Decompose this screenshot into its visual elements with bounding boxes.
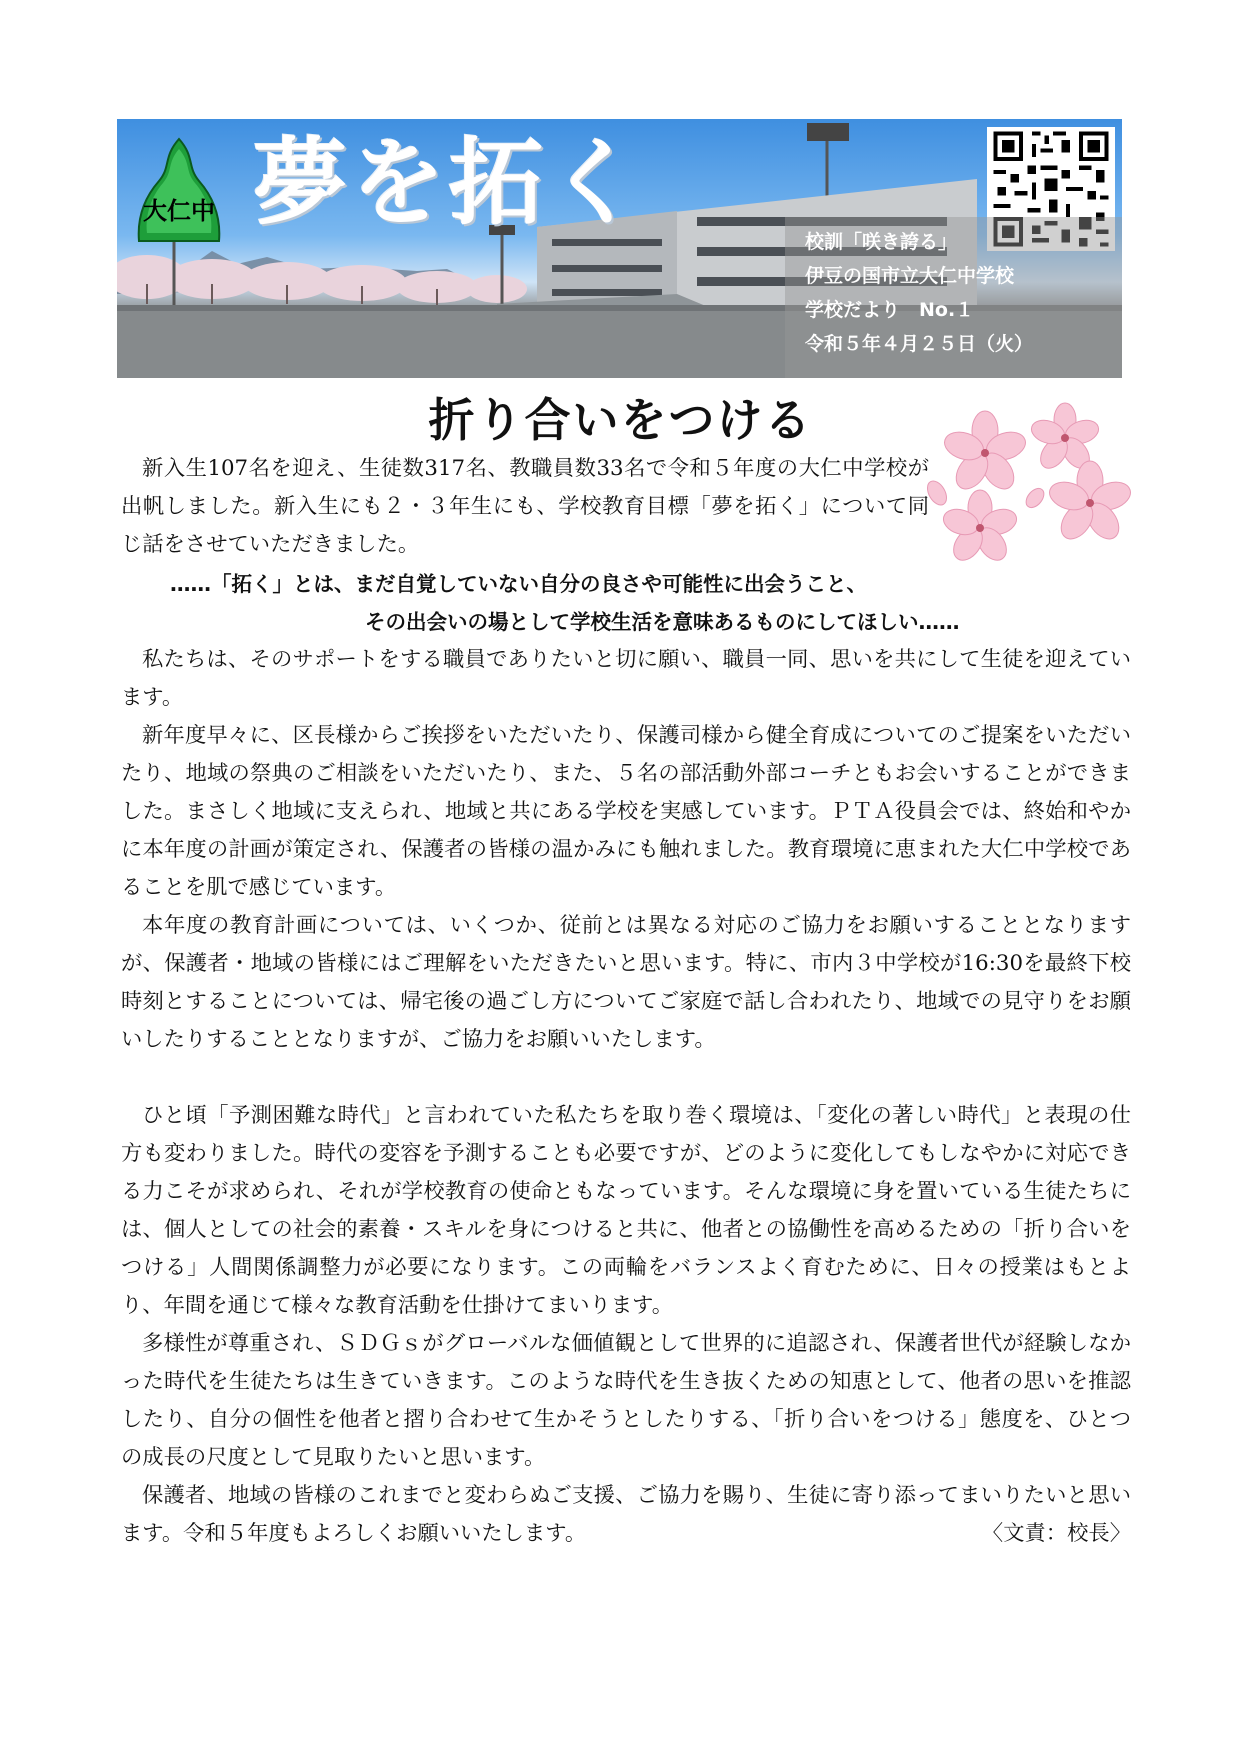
article-headline: 折り合いをつける [428, 393, 813, 447]
quote-line-1: ……「拓く」とは、まだ自覚していない自分の良さや可能性に出会うこと、 [170, 572, 867, 596]
masthead-banner [117, 119, 1122, 378]
closing-text: 保護者、地域の皆様のこれまでと変わらぬご支援、ご協力を賜り、生徒に寄り添ってまいりたいと思います。令和５年度もよろしくお願いいたします。 [121, 1483, 1131, 1546]
signature: 〈文責：校長〉 [981, 1521, 1131, 1546]
paragraph-education-plan: 本年度の教育計画については、いくつか、従前とは異なる対応のご協力をお願いすることとなりますが、保護者・地域の皆様にはご理解をいただきたいと思います。特に、市内３中学校が16:30を最終下校時刻とすることについては、帰宅後の過ごし方についてご家庭で話し合われたり、地域での見守りをお願いしたりすることとなりますが、ご協力をお願いいたします。 [121, 913, 1131, 1052]
quote-line-2: その出会いの場として学校生活を意味あるものにしてほしい…… [365, 610, 960, 634]
newsletter-title: 夢を拓く [253, 129, 646, 238]
issue-info-box [785, 217, 1122, 378]
paragraph-changing-times: ひと頃「予測困難な時代」と言われていた私たちを取り巻く環境は、「変化の著しい時代」と表現の仕方も変わりました。時代の変容を予測することも必要ですが、どのように変化してもしなやかに対応できる力こそが求められ、それが学校教育の使命ともなっています。そんな環境に身を置いている生徒たちには、個人としての社会的素養・スキルを身につけると共に、他者との協働性を高めるための「折り合いをつける」人間関係調整力が必要になります。この両輪をバランスよく育むために、日々の授業はもとより、年間を通じて様々な教育活動を仕掛けてまいります。 [121, 1103, 1131, 1318]
paragraph-community: 新年度早々に、区長様からご挨拶をいただいたり、保護司様から健全育成についてのご提案をいただいたり、地域の祭典のご相談をいただいたり、また、５名の部活動外部コーチともお会いすることができました。まさしく地域に支えられ、地域と共にある学校を実感しています。ＰＴＡ役員会では、終始和やかに本年度の計画が策定され、保護者の皆様の温かみにも触れました。教育環境に恵まれた大仁中学校であることを肌で感じています。 [121, 723, 1131, 900]
cherry-blossom-icon [925, 398, 1140, 573]
paragraph-closing [121, 1477, 1131, 1553]
paragraph-intro: 新入生107名を迎え、生徒数317名、教職員数33名で令和５年度の大仁中学校が出帆しました。新入生にも２・３年生にも、学校教育目標「夢を拓く」について同じ話をさせていただきました。 [121, 456, 929, 557]
school-name: 伊豆の国市立大仁中学校 [805, 265, 1015, 287]
issue-number: 学校だより No.１ [805, 299, 975, 321]
paragraph-diversity: 多様性が尊重され、ＳＤＧｓがグローバルな価値観として世界的に追認され、保護者世代が経験しなかった時代を生徒たちは生きていきます。このような時代を生き抜くための知恵として、他者の思いを推認したり、自分の個性を他者と摺り合わせて生かそうとしたりする、「折り合いをつける」態度を、ひとつの成長の尺度として見取りたいと思います。 [121, 1331, 1131, 1470]
svg-text:大仁中: 大仁中 [143, 197, 215, 225]
school-motto: 校訓「咲き誇る」 [805, 231, 958, 253]
issue-date: 令和５年４月２５日（火） [805, 333, 1034, 355]
paragraph-support: 私たちは、そのサポートをする職員でありたいと切に願い、職員一同、思いを共にして生徒を迎えています。 [121, 647, 1131, 710]
school-emblem-icon [137, 137, 221, 249]
